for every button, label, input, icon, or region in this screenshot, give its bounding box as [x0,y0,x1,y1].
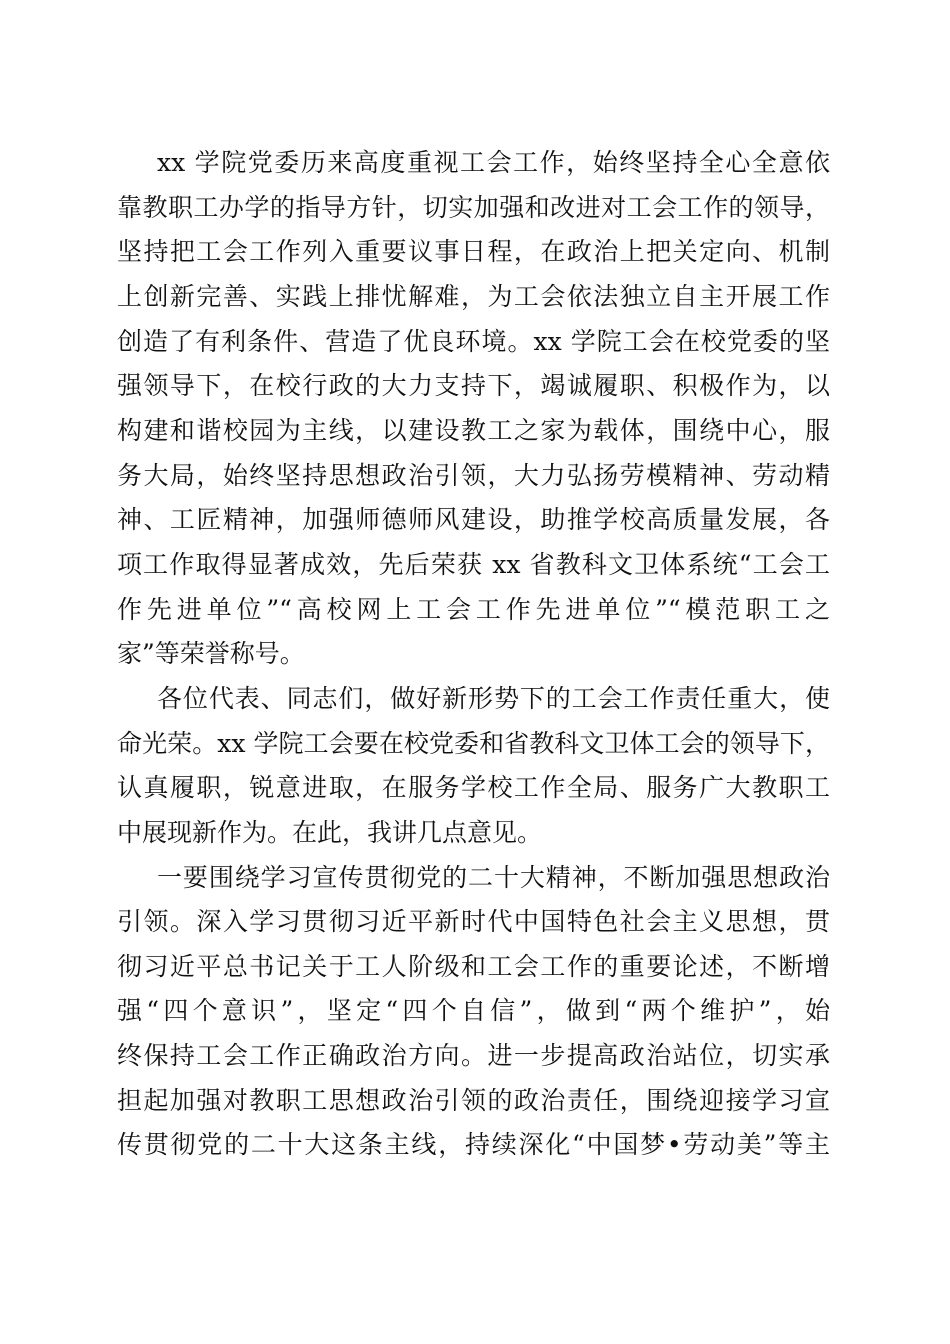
paragraph [117,141,830,677]
text-line: 项工作取得显著成效，先后荣获 xx 省教科文卫体系统“工会工 [117,549,830,579]
paragraph [117,677,830,856]
text-line: 认真履职，锐意进取，在服务学校工作全局、服务广大教职工 [117,773,830,803]
text-line: xx 学院党委历来高度重视工会工作，始终坚持全心全意依 [157,148,830,177]
text-line: 务大局，始终坚持思想政治引领，大力弘扬劳模精神、劳动精 [117,460,830,490]
text-line: 各位代表、同志们，做好新形势下的工会工作责任重大，使 [157,683,830,713]
text-line: 传贯彻党的二十大这条主线，持续深化“中国梦•劳动美”等主 [117,1130,830,1160]
text-line: 上创新完善、实践上排忧解难，为工会依法独立自主开展工作 [117,281,830,311]
text-line: 担起加强对教职工思想政治引领的政治责任，围绕迎接学习宣 [117,1085,830,1115]
text-line: 强“四个意识”，坚定“四个自信”，做到“两个维护”，始 [117,996,830,1026]
text-line: 创造了有利条件、营造了优良环境。xx 学院工会在校党委的坚 [117,326,830,356]
text-line: 神、工匠精神，加强师德师风建设，助推学校高质量发展，各 [117,505,830,535]
text-line: 命光荣。xx 学院工会要在校党委和省教科文卫体工会的领导下， [117,728,830,758]
paragraph [117,856,830,1169]
text-line: 作先进单位”“高校网上工会工作先进单位”“模范职工之 [117,594,830,624]
text-line: 强领导下，在校行政的大力支持下，竭诚履职、积极作为，以 [117,371,830,401]
text-line: 构建和谐校园为主线，以建设教工之家为载体，围绕中心，服 [117,415,830,445]
text-line: 靠教职工办学的指导方针，切实加强和改进对工会工作的领导， [117,192,830,222]
text-line: 引领。深入学习贯彻习近平新时代中国特色社会主义思想，贯 [117,907,830,937]
text-line: 中展现新作为。在此，我讲几点意见。 [117,817,543,847]
text-line: 彻习近平总书记关于工人阶级和工会工作的重要论述，不断增 [117,951,830,981]
text-line: 坚持把工会工作列入重要议事日程，在政治上把关定向、机制 [117,237,830,267]
text-line: 家”等荣誉称号。 [117,639,305,669]
text-line: 一要围绕学习宣传贯彻党的二十大精神，不断加强思想政治 [157,862,830,892]
document-page [117,141,830,1168]
text-line: 终保持工会工作正确政治方向。进一步提高政治站位，切实承 [117,1041,830,1071]
